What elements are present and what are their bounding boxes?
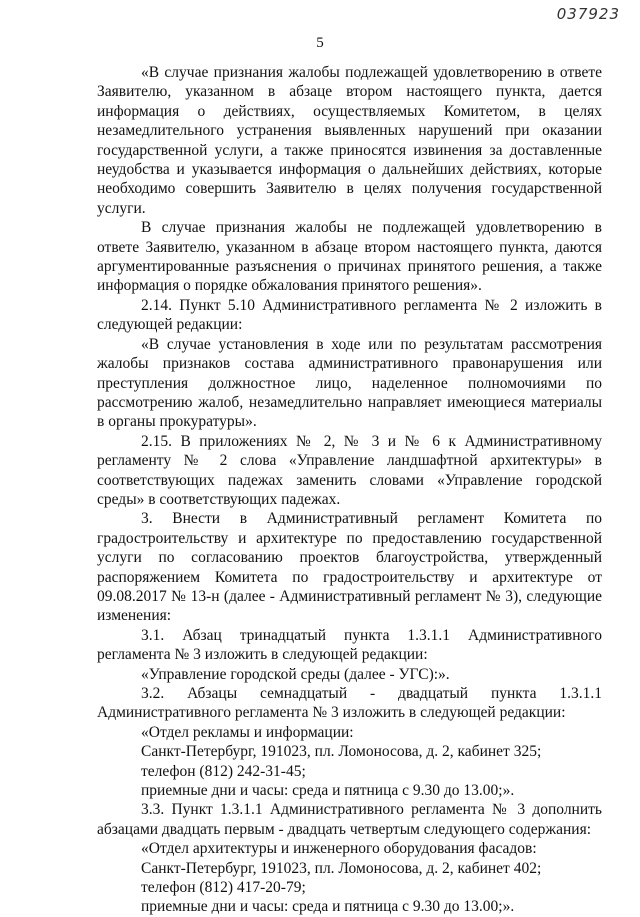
paragraph: «В случае признания жалобы подлежащей удовлетворению в ответе Заявителю, указанном в абзаце втором настоящего пункта, дается информация о действиях, осуществляемых Комитетом, в целях незамедлительного устранения выявленных нарушений при оказании государственной услуги, а также приносятся извинения за доставленные неудобства и указывается информация о дальнейших действиях, которые необходимо совершить Заявителю в целях получения государственной услуги.	[97, 64, 602, 217]
paragraph: Санкт-Петербург, 191023, пл. Ломоносова, д. 2, кабинет 402;	[141, 859, 542, 877]
paragraph: 2.14. Пункт 5.10 Административного регламента № 2 изложить в следующей редакции:	[97, 296, 602, 334]
paragraph: 3.3. Пункт 1.3.1.1 Административного регламента № 3 дополнить абзацами двадцать первым - двадцать четвертым следующего содержания:	[97, 801, 602, 838]
paragraph: «В случае установления в ходе или по результатам рассмотрения жалобы признаков состава административного правонарушения или преступления должностное лицо, наделенное полномочиями по рассмотрению жалоб, незамедлительно направляет имеющиеся материалы в органы прокуратуры».	[97, 335, 602, 431]
paragraph: 3. Внести в Административный регламент Комитета по градостроительству и архитектуре по предоставлению государственной услуги по согласованию проектов благоустройства, утвержденный распоряжением Комитета по градостроительству и архитектуре от 09.08.2017 № 13-н (далее - Административный регламент № 3), следующие изменения:	[97, 510, 602, 625]
paragraph: «Отдел архитектуры и инженерного оборудования фасадов:	[141, 840, 537, 858]
paragraph: приемные дни и часы: среда и пятница с 9.30 до 13.00;».	[141, 898, 515, 916]
document-stamp-number: 037923	[556, 5, 620, 23]
paragraph: «Отдел рекламы и информации:	[141, 723, 354, 741]
paragraph: телефон (812) 242-31-45;	[141, 762, 306, 780]
paragraph: Санкт-Петербург, 191023, пл. Ломоносова, д. 2, кабинет 325;	[141, 743, 542, 761]
paragraph: телефон (812) 417-20-79;	[141, 879, 306, 897]
paragraph: 3.1. Абзац тринадцатый пункта 1.3.1.1 Административного регламента № 3 изложить в следующей редакции:	[97, 626, 602, 664]
page-number: 5	[316, 35, 324, 51]
paragraph: приемные дни и часы: среда и пятница с 9.30 до 13.00;».	[141, 782, 515, 800]
paragraph: В случае признания жалобы не подлежащей удовлетворению в ответе Заявителю, указанном в абзаце втором настоящего пункта, даются аргументированные разъяснения о причинах принятого решения, а также информация о порядке обжалования принятого решения».	[97, 219, 602, 295]
paragraph: «Управление городской среды (далее - УГС):».	[141, 665, 450, 683]
paragraph: 2.15. В приложениях № 2, № 3 и № 6 к Административному регламенту № 2 слова «Управление ландшафтной архитектуры» в соответствующих падежах заменить словами «Управление городской среды» в соответствующих падежах.	[97, 432, 602, 508]
document-body	[97, 63, 602, 917]
paragraph: 3.2. Абзацы семнадцатый - двадцатый пункта 1.3.1.1 Административного регламента № 3 изложить в следующей редакции:	[97, 685, 602, 722]
